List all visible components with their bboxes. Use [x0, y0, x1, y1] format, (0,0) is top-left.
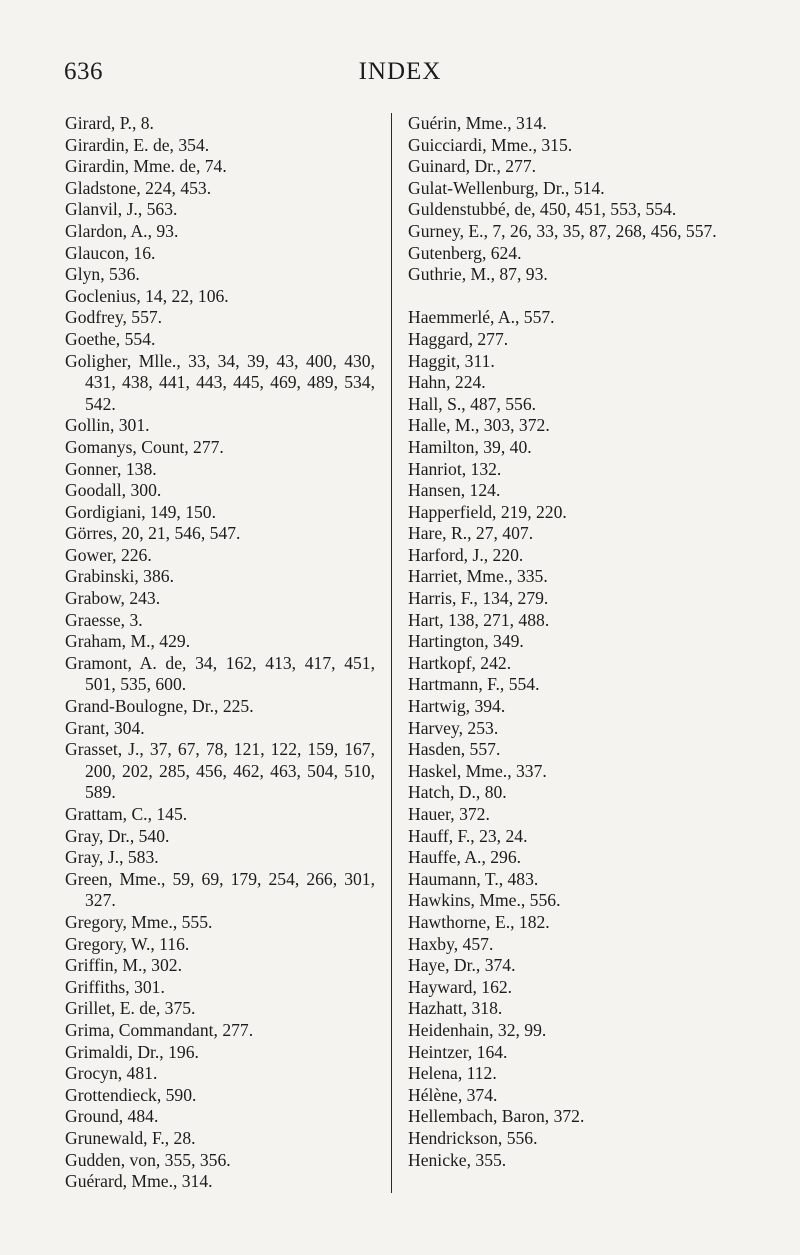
index-column-right [408, 113, 740, 1171]
index-entry: Hamilton, 39, 40. [408, 436, 532, 457]
index-entry: Grasset, J., 37, 67, 78, 121, 122, 159, 167, 200, 202, 285, 456, 462, 463, 504, 510, 589. [65, 739, 375, 803]
index-entry: Grimaldi, Dr., 196. [65, 1041, 199, 1062]
index-entry: Halle, M., 303, 372. [408, 415, 550, 436]
index-entry: Glardon, A., 93. [65, 220, 179, 241]
index-entry: Gladstone, 224, 453. [65, 177, 212, 198]
index-entry: Gregory, W., 116. [65, 933, 190, 954]
index-entry: Hare, R., 27, 407. [408, 523, 534, 544]
index-entry: Graesse, 3. [65, 609, 143, 630]
index-entry: Grabinski, 386. [65, 566, 174, 587]
index-entry: Harriet, Mme., 335. [408, 566, 548, 587]
index-entry: Girard, P., 8. [65, 113, 154, 133]
index-entry: Guinard, Dr., 277. [408, 156, 537, 177]
index-entry: Heintzer, 164. [408, 1041, 508, 1062]
index-entry: Gurney, E., 7, 26, 33, 35, 87, 268, 456, 557. [408, 220, 717, 241]
index-entry: Grattam, C., 145. [65, 804, 188, 824]
index-entry: Goligher, Mlle., 33, 34, 39, 43, 400, 430, 431, 438, 441, 443, 445, 469, 489, 534, 542. [65, 350, 375, 414]
index-entry: Happerfield, 219, 220. [408, 501, 567, 522]
index-entry: Hartkopf, 242. [408, 652, 512, 673]
index-entry: Haye, Dr., 374. [408, 955, 516, 976]
index-entry: Grillet, E. de, 375. [65, 998, 196, 1019]
index-entry: Hart, 138, 271, 488. [408, 609, 550, 630]
index-entry: Gordigiani, 149, 150. [65, 501, 216, 522]
index-entry: Hartington, 349. [408, 631, 524, 652]
index-entry: Gray, Dr., 540. [65, 825, 170, 846]
index-entry: Guicciardi, Mme., 315. [408, 134, 573, 155]
index-entry: Hawthorne, E., 182. [408, 911, 550, 932]
index-entry: Haggard, 277. [408, 328, 509, 349]
column-divider [391, 113, 392, 1193]
index-entry: Godfrey, 557. [65, 307, 163, 328]
index-entry: Glaucon, 16. [65, 242, 156, 263]
index-entry: Görres, 20, 21, 546, 547. [65, 523, 241, 544]
index-entry: Harris, F., 134, 279. [408, 588, 549, 609]
index-entry: Guldenstubbé, de, 450, 451, 553, 554. [408, 199, 677, 220]
index-entry: Gonner, 138. [65, 458, 157, 479]
index-entry: Grima, Commandant, 277. [65, 1019, 254, 1040]
index-entry: Heidenhain, 32, 99. [408, 1019, 547, 1040]
index-entry: Helena, 112. [408, 1063, 497, 1084]
index-entry: Gulat-Wellenburg, Dr., 514. [408, 177, 605, 198]
index-entry: Gramont, A. de, 34, 162, 413, 417, 451, 501, 535, 600. [65, 652, 375, 695]
index-entry: Hellembach, Baron, 372. [408, 1106, 585, 1127]
index-entry: Guthrie, M., 87, 93. [408, 264, 548, 285]
index-entry: Grunewald, F., 28. [65, 1127, 196, 1148]
index-entry: Glanvil, J., 563. [65, 199, 178, 220]
index-entry: Grand-Boulogne, Dr., 225. [65, 696, 254, 717]
index-entry: Griffin, M., 302. [65, 955, 182, 976]
index-entry: Girardin, Mme. de, 74. [65, 156, 227, 177]
index-entry: Haxby, 457. [408, 933, 494, 954]
index-entry: Glyn, 536. [65, 264, 140, 285]
index-entry: Hatch, D., 80. [408, 782, 507, 803]
index-entry: Gomanys, Count, 277. [65, 436, 224, 457]
page-number: 636 [64, 58, 103, 85]
index-entry: Gutenberg, 624. [408, 242, 522, 263]
index-entry: Ground, 484. [65, 1106, 159, 1127]
index-entry: Griffiths, 301. [65, 976, 165, 997]
index-entry: Grottendieck, 590. [65, 1084, 197, 1105]
index-entry: Hendrickson, 556. [408, 1127, 538, 1148]
index-entry: Harvey, 253. [408, 717, 499, 738]
index-entry: Girardin, E. de, 354. [65, 134, 210, 155]
index-entry: Guérard, Mme., 314. [65, 1171, 213, 1192]
index-entry: Graham, M., 429. [65, 631, 191, 652]
index-entry: Hauff, F., 23, 24. [408, 825, 528, 846]
letter-section-gap [408, 286, 740, 308]
index-entry: Gray, J., 583. [65, 847, 159, 868]
index-entry: Hansen, 124. [408, 480, 501, 501]
running-head-title: INDEX [358, 58, 442, 85]
index-entry: Haumann, T., 483. [408, 868, 539, 889]
index-entry: Haemmerlé, A., 557. [408, 307, 555, 328]
index-entry: Grabow, 243. [65, 588, 161, 609]
index-entry: Hawkins, Mme., 556. [408, 890, 561, 911]
index-entry: Hazhatt, 318. [408, 998, 503, 1019]
index-entry: Gollin, 301. [65, 415, 150, 436]
index-entry: Green, Mme., 59, 69, 179, 254, 266, 301, 327. [65, 868, 375, 911]
index-entry: Hauffe, A., 296. [408, 847, 522, 868]
index-entry: Gower, 226. [65, 544, 152, 565]
index-entry: Grant, 304. [65, 717, 145, 738]
index-entry: Harford, J., 220. [408, 544, 524, 565]
index-entry: Hasden, 557. [408, 739, 501, 760]
page-header [0, 58, 800, 88]
index-entry: Grocyn, 481. [65, 1063, 158, 1084]
index-entry: Goethe, 554. [65, 328, 156, 349]
index-entry: Henicke, 355. [408, 1149, 507, 1170]
index-entry: Hahn, 224. [408, 372, 486, 393]
index-entry: Hall, S., 487, 556. [408, 393, 537, 414]
index-entry: Gudden, von, 355, 356. [65, 1149, 231, 1170]
index-entry: Hélène, 374. [408, 1084, 498, 1105]
index-entry: Hayward, 162. [408, 976, 513, 997]
index-entry: Hartwig, 394. [408, 696, 506, 717]
index-entry: Haskel, Mme., 337. [408, 760, 547, 781]
index-entry: Goclenius, 14, 22, 106. [65, 285, 229, 306]
index-entry: Guérin, Mme., 314. [408, 113, 547, 133]
index-entry: Gregory, Mme., 555. [65, 911, 213, 932]
index-entry: Hartmann, F., 554. [408, 674, 540, 695]
index-entry: Hauer, 372. [408, 804, 490, 824]
index-entry: Hanriot, 132. [408, 458, 502, 479]
index-entry: Haggit, 311. [408, 350, 495, 371]
index-column-left [65, 113, 375, 1193]
index-entry: Goodall, 300. [65, 480, 162, 501]
